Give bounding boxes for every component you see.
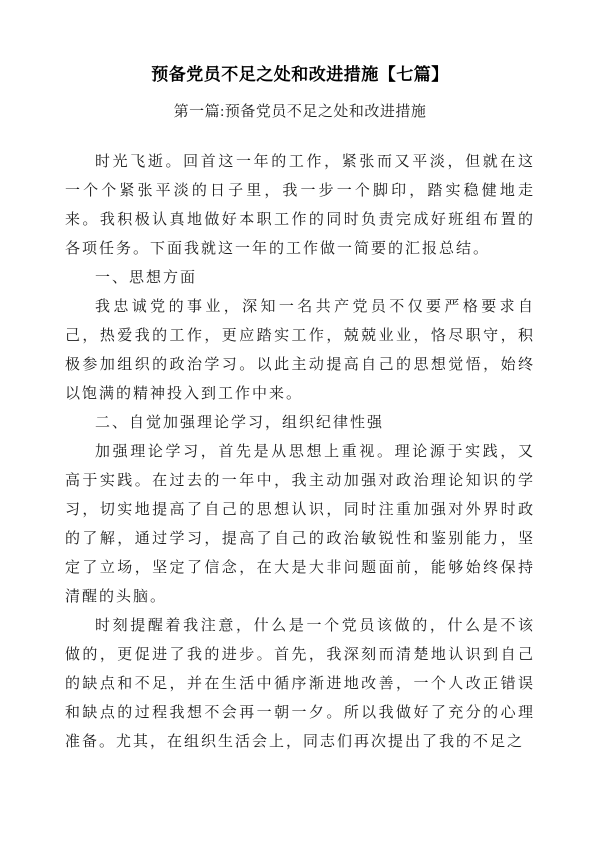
document-subtitle: 第一篇:预备党员不足之处和改进措施 xyxy=(173,104,427,120)
paragraph-section-2b: 时刻提醒着我注意，什么是一个党员该做的，什么是不该做的，更促进了我的进步。首先，我深刻而清楚地认识到自己的缺点和不足，并在生活中循序渐进地改善，一个人改正错误和缺点的过程我想不会再一朝一夕。所以我做好了充分的心理准备。尤其，在组织生活会上，同志们再次提出了我的不足之 xyxy=(65,618,535,750)
paragraph-section-1: 我忠诚党的事业，深知一名共产党员不仅要严格要求自己，热爱我的工作，更应踏实工作，兢兢业业，恪尽职守，积极参加组织的政治学习。以此主动提高自己的思想觉悟，始终以饱满的精神投入到工作中来。 xyxy=(65,299,535,402)
document-title: 预备党员不足之处和改进措施【七篇】 xyxy=(151,65,449,84)
paragraph-intro: 时光飞逝。回首这一年的工作，紧张而又平淡，但就在这一个个紧张平淡的日子里，我一步一个脚印，踏实稳健地走来。我积极认真地做好本职工作的同时负责完成好班组布置的各项任务。下面我就这一年的工作做一简要的汇报总结。 xyxy=(65,154,535,257)
paragraph-section-2a: 加强理论学习，首先是从思想上重视。理论源于实践，又高于实践。在过去的一年中，我主动加强对政治理论知识的学习，切实地提高了自己的思想认识，同时注重加强对外界时政的了解，通过学习，提高了自己的政治敏锐性和鉴别能力，坚定了立场，坚定了信念，在大是大非问题面前，能够始终保持清醒的头脑。 xyxy=(65,444,535,605)
document-body xyxy=(65,148,535,757)
section-heading-2: 二、自觉加强理论学习，组织纪律性强 xyxy=(95,415,385,431)
section-heading-1: 一、思想方面 xyxy=(95,270,198,286)
